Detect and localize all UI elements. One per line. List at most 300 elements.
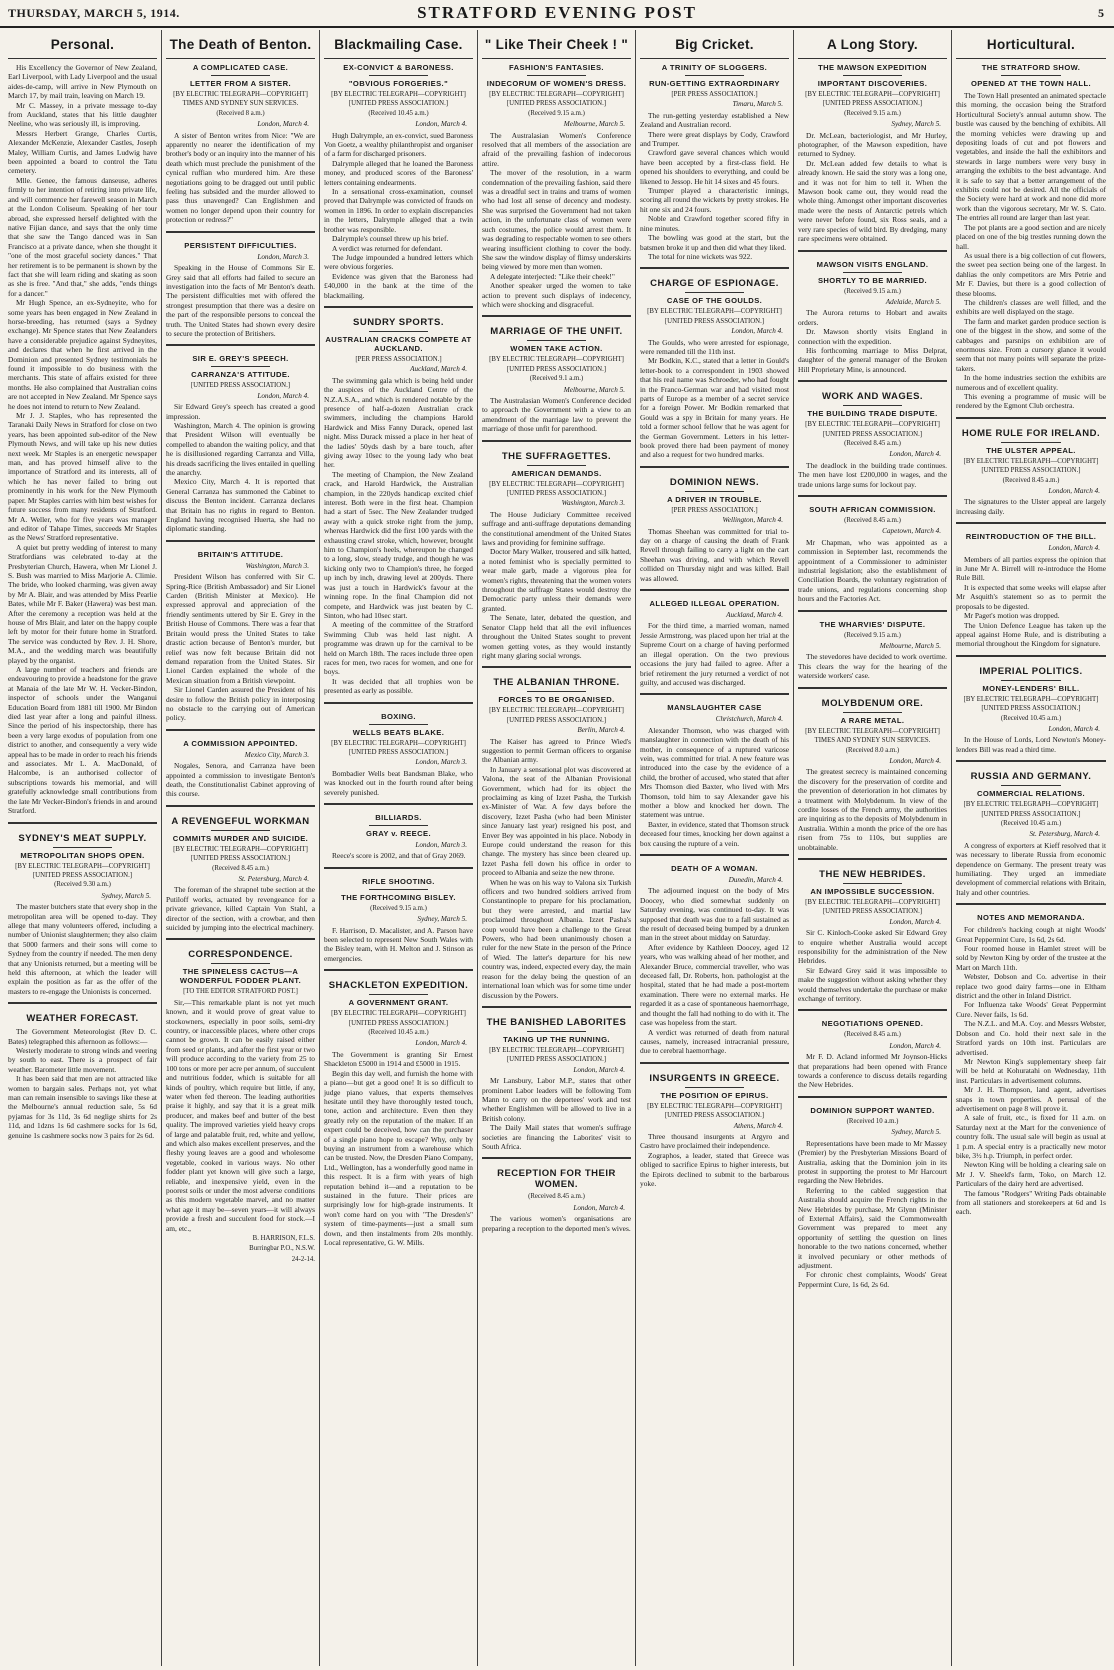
- article: [166, 540, 315, 723]
- article-paragraph: Alexander Thomson, who was charged with manslaughter in connection with the death of his mother, in consequence of a ruptured varicose vein, was committed for trial. A new feature was introduced into the case by the evidence of a child, the brother of accused, who stated that after Mrs Thomson died Baxter, who lived with Mrs Thomson, told him to say Alexander gave his mother a blow and knocked her down. The statement was untrue.: [640, 725, 789, 820]
- wire-credit: [UNITED PRESS ASSOCIATION.]: [506, 716, 607, 724]
- dateline: London, March 4.: [1048, 724, 1100, 733]
- received-time: (Received 10.45 a.m.): [368, 109, 429, 117]
- article-subheading: MANSLAUGHTER CASE: [667, 703, 762, 713]
- dateline: Berlin, March 4.: [577, 726, 625, 735]
- news-columns: [4, 30, 1110, 1666]
- wire-credit: [BY ELECTRIC TELEGRAPH—COPYRIGHT]: [489, 1046, 624, 1054]
- article: [482, 440, 631, 661]
- article-paragraph: It was decided that all trophies won be presented as early as possible.: [324, 676, 473, 696]
- wire-credit: [BY ELECTRIC TELEGRAPH—COPYRIGHT]: [173, 91, 308, 98]
- dateline: Athens, March 4.: [733, 1121, 783, 1130]
- wire-credit: [UNITED PRESS ASSOCIATION.]: [981, 705, 1081, 713]
- article-subheading: THE SPINELESS CACTUS—A WONDERFUL FODDER PLANT.: [179, 967, 302, 986]
- article: [956, 63, 1106, 411]
- dateline: Sydney, March 5.: [891, 1128, 941, 1137]
- dateline: Adelaide, March 5.: [885, 297, 941, 306]
- headline-rule: [1001, 75, 1061, 76]
- article: [798, 380, 947, 489]
- wire-credit: [UNITED PRESS ASSOCIATION.]: [981, 810, 1081, 818]
- article: [798, 1009, 947, 1089]
- wire-credit: [PER PRESS ASSOCIATION.]: [671, 91, 758, 98]
- dateline: London, March 4.: [889, 1041, 941, 1050]
- received-time: (Received 9.30 a.m.): [54, 881, 111, 889]
- article-subheading: INDECORUM OF WOMEN'S DRESS.: [486, 79, 627, 88]
- headline-rule: [843, 712, 903, 713]
- article-paragraph: Mr Newton King's supplementary sheep fair will be held at Kohuratahi on Wednesday, 11th inst. Particulars in advertisement columns.: [956, 1056, 1106, 1085]
- headline-rule: [53, 847, 113, 848]
- received-time: (Received 9.15 a.m.): [844, 109, 901, 117]
- article-paragraph: As usual there is a big collection of cut flowers, the sweet pea section being one of the largest. In dahlias the only competitors are Mrs Petrie and Mr F. Davies, but there is a good collection of these blooms.: [956, 250, 1106, 298]
- article-paragraph: Four roomed house in Hamlet street will be sold by Newton King by order of the trustee at the Mart on March 11th.: [956, 944, 1106, 972]
- wire-credit: [UNITED PRESS ASSOCIATION.]: [506, 1056, 607, 1064]
- article-subheading: LETTER FROM A SISTER.: [189, 79, 292, 88]
- article-paragraph: This evening a programme of music will be rendered by the Egmont Club orchestra.: [956, 392, 1106, 411]
- article-paragraph: The farm and market garden produce section is one of the biggest in the show, and some of the cabbages and parsnips on exhibition are of enormous size. From a cursory glance it would seem that not many points will separate the prize-takers.: [956, 316, 1106, 373]
- dateline: London, March 4.: [415, 1039, 467, 1048]
- dateline: London, March 4.: [889, 917, 941, 926]
- article: [8, 822, 157, 997]
- dateline: London, March 4.: [257, 391, 309, 400]
- wire-credit: [TO THE EDITOR STRATFORD POST.]: [183, 988, 298, 996]
- dateline: Auckland, March 4.: [726, 611, 783, 620]
- dateline: London, March 4.: [257, 120, 309, 129]
- article-subheading: SOUTH AFRICAN COMMISSION.: [809, 505, 936, 514]
- article-paragraph: F. Harrison, D. Macalister, and A. Parson have been selected to represent New South Wales with the Bisley team, with H. Melton and J. Stinson as emergencies.: [324, 925, 473, 963]
- article-paragraph: In the home industries section the exhibits are numerous and of excellent quality.: [956, 373, 1106, 392]
- news-column: [162, 30, 320, 1666]
- article-paragraph: The master butchers state that every shop in the metropolitan area will be opened to-day. They allege that many volunteers offered, including a number of Unionist slaughtermen; they also claim that 5000 farmers and their sons will come to Sydney from the country if needed. The men deny that any Unionists returned, but a meeting will be held this afternoon, at which the leader will explain the position as far as the offer of the masters to re-engage the Unionists is concerned.: [8, 902, 157, 996]
- column-heading: A Long Story.: [798, 30, 947, 59]
- dateline: London, March 4.: [573, 1203, 625, 1212]
- article-paragraph: After evidence by Kathleen Doocey, aged 12 years, who was walking ahead of her mother, and Alexander Bruce, commercial traveller, who was deceased fall, Dr. Roberts, hon. pathologist at the hospital, stated that he had made a post-mortem examination. There were no external marks. He regarded it as a case of spontaneous haemorrhage, and thought the fall had nothing to do with it. The case was hopeless from the start.: [640, 942, 789, 1028]
- article-subheading: EX-CONVICT & BARONESS.: [343, 63, 454, 72]
- article: [324, 306, 473, 696]
- dateline: Melbourne, March 5.: [563, 120, 625, 129]
- article-subheading: BOXING.: [381, 711, 416, 721]
- news-column: [952, 30, 1110, 1666]
- headline-rule: [843, 75, 903, 76]
- article: [324, 63, 473, 300]
- news-column: [636, 30, 794, 1666]
- wire-credit: [PER PRESS ASSOCIATION.]: [355, 355, 442, 363]
- article-subheading: THE ULSTER APPEAL.: [986, 445, 1076, 455]
- article-headline: HOME RULE FOR IRELAND.: [961, 427, 1101, 439]
- article-paragraph: Baxter, in evidence, stated that Thomson struck deceased four times, knocking her down against a box causing the rupture of a vein.: [640, 819, 789, 848]
- headline-rule: [1001, 680, 1061, 681]
- dateline: London, March 3.: [415, 758, 467, 767]
- dateline: Capetown, March 4.: [882, 527, 941, 536]
- article-paragraph: The run-getting yesterday established a New Zealand and Australian record.: [640, 110, 789, 130]
- wire-credit: [UNITED PRESS ASSOCIATION.]: [506, 365, 607, 373]
- received-time: (Received 9.15 a.m.): [528, 109, 585, 117]
- article-paragraph: Doctor Mary Walker, trousered and silk hatted, a noted feminist who is specially permitted to wear male garb, made a vigorous plea for women's rights, threatening that the women voters throughout the suffrage States would destroy the Democratic party unless their demands were granted.: [482, 547, 631, 613]
- article-subheading: BILLIARDS.: [375, 813, 422, 822]
- article-subheading: THE FORTHCOMING BISLEY.: [341, 892, 456, 902]
- article-paragraph: When he was on his way to Valona six Turkish officers and two hundred soldiers arrived from Constantinople to prepare for his proclamation, but they were arrested, and martial law proclaimed throughout Albania. Izzet Pasha's coup would have been a challenge to the Great Powers, who had been unanimously chosen a ruler for the new State in the person of the Prince of Wied. The latter's departure for his new country was, indeed, expected every day, the main reason for the delay being the question of an international loan which was for some time under discussion by the Powers.: [482, 877, 631, 1000]
- dateline: London, March 4.: [415, 120, 467, 129]
- wire-credit: [BY ELECTRIC TELEGRAPH—COPYRIGHT]: [805, 898, 940, 906]
- column-heading: Horticultural.: [956, 30, 1106, 59]
- article-headline: THE ALBANIAN THRONE.: [493, 677, 620, 689]
- received-time: (Received 8.45 a.m.): [1002, 476, 1060, 484]
- wire-credit: [UNITED PRESS ASSOCIATION.]: [981, 467, 1081, 475]
- column-heading: The Death of Benton.: [166, 30, 315, 59]
- dateline: St. Petersburg, March 4.: [1029, 830, 1100, 839]
- dateline: Dunedin, March 4.: [728, 876, 783, 884]
- article-paragraph: Dr. McLean, bacteriologist, and Mr Hurley, photographer, of the Mawson expedition, have returned to Sydney.: [798, 130, 947, 159]
- headline-rule: [1001, 785, 1061, 786]
- headline-rule: [685, 1087, 745, 1088]
- headline-rule: [527, 75, 587, 76]
- article-subheading: CARRANZA'S ATTITUDE.: [191, 370, 290, 380]
- article-subheading: CASE OF THE GOULDS.: [666, 296, 763, 306]
- dateline: Wellington, March 4.: [722, 516, 783, 525]
- wire-credit: [UNITED PRESS ASSOCIATION.]: [664, 317, 765, 325]
- article-paragraph: A large number of teachers and friends are endeavouring to provide a headstone for the grave at Manaia of the late Mr W. H. Vecker-Bindon, inspector of schools under the Wanganui Education Board from 1881 till 1900. Mr Bindon died last year after a long and painful illness. Since the period of his inspectorship, there has been a very large exodus of population from one district to another, and consequently a very wide appeal has to be made in order to reach his friends and associates. Mr L. A. MacDonald, of Halcombe, is an authorised collector of subscriptions towards his memorial, and will gratefully acknowledge small contributions from the late Mr Vecker-Bindon's friends in and around Stratford.: [8, 665, 157, 816]
- wire-credit: [BY ELECTRIC TELEGRAPH—COPYRIGHT]: [805, 91, 940, 98]
- article-subheading: DOMINION SUPPORT WANTED.: [810, 1105, 935, 1115]
- article-headline: IMPERIAL POLITICS.: [979, 665, 1083, 677]
- headline-rule: [211, 963, 271, 964]
- headline-rule: [1001, 442, 1061, 443]
- received-time: (Received 10.45 a.m.): [1000, 819, 1062, 827]
- article-paragraph: For the third time, a married woman, named Jessie Armstrong, was placed upon her trial at the Supreme Court on a charge of having performed an illegal operation. On the two previous occasions the jury had failed to agree. After a brief retirement the jury returned a verdict of not guilty, and accused was discharged.: [640, 621, 789, 687]
- article-paragraph: Mr Chapman, who was appointed as a commission in September last, recommends the appointment of a Commissioner to administer industrial legislation; also the establishment of Conciliation Boards, the voluntary registration of trade unions, and regulations concerning shop hours and the Factories Act.: [798, 537, 947, 604]
- dateline: Melbourne, March 5.: [563, 385, 625, 394]
- dateline: London, March 4.: [1048, 487, 1100, 496]
- news-column: [320, 30, 478, 1666]
- article: [640, 267, 789, 460]
- dateline: London, March 4.: [889, 450, 941, 459]
- wire-credit: [BY ELECTRIC TELEGRAPH—COPYRIGHT]: [805, 421, 940, 429]
- article-subheading: A COMPLICATED CASE.: [192, 63, 289, 72]
- article-paragraph: A sale of fruit, etc., is fixed for 11 a.m. on Saturday next at the Mart for the convenience of country folk. The usual sale will begin as usual at 1 p.m. A special entry is a practically new motor bike, 3½ h.p. Triumph, in perfect order.: [956, 1113, 1106, 1160]
- article-subheading: OPENED AT THE TOWN HALL.: [971, 79, 1091, 88]
- article-paragraph: The greatest secrecy is maintained concerning the discovery for the preservation of cordite and the prevention of deterioration in hot climates by a treatment with Molybdenum. In view of the cordite losses of the French army, the authorities are inquiring as to the deposits of Molybdenum in Australia. Within a month the price of the ore has risen from 75s to 110s, but supplies are unobtainable.: [798, 767, 947, 852]
- article-paragraph: In January a sensational plot was discovered at Valona, the seat of the Albanian Provisional Government, which had for its object the proclaiming as king of Izzet Pasha, the Turkish ex-Minister of War. A few days before the discovery, Izzet Pasha (who had been Minister since January last year) resigned his post, and Enver Bey was appointed in his place. Nobody in Europe could understand the reason for this change. The mystery has since been cleared up. Izzet Pasha fell down his office in order to proceed to Albania and seize the new throne.: [482, 764, 631, 878]
- article-paragraph: Washington, March 4. The opinion is growing that President Wilson will eventually be compelled to abandon the waiting policy, and that he is disillusioned regarding Carranza and Villa, his dreads sacrificing the lives entailed in quelling the anarchy.: [166, 420, 315, 477]
- article: [956, 522, 1106, 648]
- article-subheading: A COMMISSION APPOINTED.: [183, 738, 298, 748]
- article-paragraph: Speaking in the House of Commons Sir E. Grey said that all efforts had failed to secure an investigation into the facts of Mr Benton's death. The persistent difficulties met with offered the strongest presumption that there was a desire on the part of the responsible persons to conceal the truth. The United States had shown every desire to secure the protection of Britishers.: [166, 263, 315, 338]
- article-headline: A REVENGEFUL WORKMAN: [171, 815, 310, 827]
- article-paragraph: For chronic chest complaints, Woods' Great Peppermint Cure, 1s 6d, 2s 6d.: [798, 1270, 947, 1289]
- article-headline: THE BANISHED LABORITES: [486, 1016, 627, 1028]
- news-column: [794, 30, 952, 1666]
- article-paragraph: A verdict was returned of death from natural causes, namely, increased intracranial pressure, due to cerebral haemorrhage.: [640, 1027, 789, 1056]
- article-subheading: IMPORTANT DISCOVERIES.: [817, 79, 928, 88]
- article-headline: DOMINION NEWS.: [669, 476, 760, 488]
- article-subheading: MONEY-LENDERS' BILL.: [982, 683, 1080, 693]
- article-paragraph: The pot plants are a good section and are nicely placed on one of the big trestles running down the hall.: [956, 222, 1106, 251]
- masthead: [0, 0, 1114, 28]
- article-paragraph: Mr J. J. Staples, who has represented the Taranaki Daily News in Stratford for close on two years, has been appointed sub-editor of the New Plymouth News, and will take up his new duties next week. Mr Staples is an energetic newspaper man, and has proved himself alive to the importance of Stratford and its interests, all of which he has never failed to bring out prominently in his work for the New Plymouth paper. Mr Staples carries with him best wishes for future success from many residents of Stratford. Mr A. Weller, who for five years was manager and editor of Tahape Times, succeeds Mr Staples as the News' Stratford representative.: [8, 411, 157, 543]
- article-subheading: "OBVIOUS FORGERIES.": [348, 79, 449, 88]
- article: [166, 805, 315, 933]
- article: [798, 858, 947, 1003]
- article-headline: THE NEW HEBRIDES.: [819, 868, 926, 880]
- article-paragraph: Dalrymple alleged that he loaned the Baroness money, and produced scores of the Baroness' letters containing endearments.: [324, 158, 473, 187]
- received-time: (Received 8.45 a.m.): [212, 864, 269, 872]
- dateline: Timaru, March 5.: [732, 100, 783, 109]
- article-paragraph: The N.Z.L. and M.A. Coy. and Messrs Webster, Dobson and Co. hold their next sale in the Stratford yards on 10th inst. Particulars are advertised.: [956, 1019, 1106, 1057]
- article-paragraph: Newton King will be holding a clearing sale on Mr J. V. Sheeld's farm, Toko, on March 12. Particulars of the dairy herd are advertised.: [956, 1160, 1106, 1189]
- article-paragraph: Sir,—This remarkable plant is not yet much known, and it would prove of great value to stockowners, especially in poor soils, semi-dry country, or inaccessible places, where other crops cannot be grown. It can be easily raised either from seed or plants, and after the first year or two will produce according to the variety from 25 to 100 tons or more per acre per annum, of succulent and nutritious fodder, which is suitable for all kinds of poultry, which require but little, if any, water when fed thereon. The leading authorities praise it highly, and say that it is a great milk producer, and makes beef and butter of the best quality. The improved varieties yield heavy crops of large and palatable fruit, red, white and yellow, and which also makes excellent preserves, and the fleshy young leaves are a good and wholesome vegetable, cooked in various ways. No other fodder plant yet known will give such a large, reliable, and inexpensive yield, even in the poorest soils or under the most adverse conditions as this modern vegetable marvel, and no matter what age it may be—seven years—it will always provide a fresh and succulent food for stock.—I am, etc.,: [166, 997, 315, 1233]
- dateline: London, March 4.: [573, 1065, 625, 1074]
- article-subheading: SHORTLY TO BE MARRIED.: [817, 275, 928, 285]
- article-paragraph: Mr Bodkin, K.C., stated that a letter in Gould's letter-book to a correspondent in 1903 showed that his real name was Schroeder, who had fought in the Franco-German war and had visited most parts of Europe as a member of a secret service for a foreign Power. Mr Bodkin remarked that Gould was a spy in Britain for many years. He told a former school fellow that he was agent for the German Government. Letters in his letter-book proved there had been payment of money and also a request for two hundred marks.: [640, 356, 789, 460]
- article-paragraph: Reece's score is 2002, and that of Gray 2069.: [332, 851, 466, 861]
- issue-date: THURSDAY, MARCH 5, 1914.: [8, 6, 180, 20]
- wire-credit: [BY ELECTRIC TELEGRAPH—COPYRIGHT]: [805, 727, 940, 735]
- article: [798, 250, 947, 375]
- dateline: London, March 3.: [257, 252, 309, 261]
- article-headline: THE SUFFRAGETTES.: [501, 450, 612, 462]
- article-paragraph: The foreman of the shrapnel tube section at the Putiloff works, actuated by revengeance for a private grievance, killed Captain Von Stahl, a director of the section, with a crowbar, and then suicided by jumping into the electrical machinery.: [166, 885, 315, 933]
- news-column: [478, 30, 636, 1666]
- article-paragraph: The Senate, later, debated the question, and Senator Clapp held that all the evil influences throughout the United States sought to prevent women getting votes, as they would instantly right many glaring social wrongs.: [482, 613, 631, 660]
- article-subheading: NOTES AND MEMORANDA.: [977, 913, 1085, 923]
- article-paragraph: Sir Lionel Carden assured the President of his desire to follow the British policy in interposing no obstacle to the carrying out of American policy.: [166, 685, 315, 723]
- headline-rule: [843, 883, 903, 884]
- article-paragraph: A delegate interjected: "Like their cheek!": [490, 271, 615, 281]
- article-headline: SYDNEY'S MEAT SUPPLY.: [18, 832, 147, 844]
- dateline: Sydney, March 5.: [101, 891, 151, 900]
- letter-signature: 24-2-14.: [291, 1255, 315, 1263]
- column-heading: Big Cricket.: [640, 30, 789, 59]
- article-subheading: NEGOTIATIONS OPENED.: [821, 1019, 924, 1029]
- dateline: Auckland, March 4.: [410, 365, 467, 374]
- article-subheading: FORCES TO BE ORGANISED.: [498, 695, 615, 705]
- dateline: London, March 4.: [889, 756, 941, 765]
- headline-rule: [369, 724, 429, 725]
- article-paragraph: For Influenza take Woods' Great Peppermint Cure. Never fails, 1s 6d.: [956, 1000, 1106, 1019]
- headline-rule: [211, 366, 271, 367]
- article-paragraph: Webster, Dobson and Co. advertise in their replace two good dairy farms—one in Eltham district and the other in Inland District.: [956, 972, 1106, 1001]
- wire-credit: [BY ELECTRIC TELEGRAPH—COPYRIGHT]: [15, 862, 150, 870]
- article-paragraph: The Aurora returns to Hobart and awaits orders.: [798, 308, 947, 327]
- article: [640, 693, 789, 848]
- article-paragraph: The swimming gala which is being held under the auspices of the Auckland Centre of the N.Z.A.S.A., and which is rendered notable by the presence of half-a-dozen Australian crack swimmers, including the champions Harold Hardwick and Miss Fanny Durack, opened last night. Miss Durack missed a place in her heat of the ladies' 50yds dash by a bare touch, after giving away 10sec to the young lady who beat her.: [324, 375, 473, 470]
- article-subheading: THE WHARVIES' DISPUTE.: [819, 619, 926, 629]
- article-paragraph: Crawford gave several chances which would have been accepted by a first-class field. He opened his shoulders to everything, and could be likened to Jessop. He hit 14 sixes and 45 fours.: [640, 148, 789, 186]
- article: [640, 1062, 789, 1189]
- received-time: (Received 10.45 a.m.): [368, 1029, 429, 1037]
- article-subheading: RIFLE SHOOTING.: [362, 876, 435, 886]
- article-paragraph: A verdict was returned for defendant.: [332, 243, 443, 253]
- article-subheading: A TRINITY OF SLOGGERS.: [661, 63, 768, 72]
- article-subheading: COMMITS MURDER AND SUICIDE.: [172, 833, 309, 843]
- headline-rule: [843, 405, 903, 406]
- article-paragraph: Westerly moderate to strong winds and veering by south to east. There is a prospect of fair weather. Barometer little movement.: [8, 1046, 157, 1074]
- dateline: London, March 4.: [731, 327, 783, 336]
- article-paragraph: The Goulds, who were arrested for espionage, were remanded till the 11th inst.: [640, 337, 789, 356]
- wire-credit: [UNITED PRESS ASSOCIATION.]: [506, 490, 607, 497]
- article-paragraph: The Australasian Women's Conference decided to approach the Government with a view to an amendment of the marriage law to prevent the marriage of those unfit for parenthood.: [482, 395, 631, 434]
- article-paragraph: The House Judiciary Committee received suffrage and anti-suffrage deputations demanding the constitutional amendment of the United States laws and providing for feminine suffrage.: [482, 509, 631, 548]
- article: [482, 315, 631, 433]
- article-paragraph: The various women's organisations are preparing a reception to the deported men's wives.: [482, 1214, 631, 1233]
- article-headline: MOLYBDENUM ORE.: [821, 697, 924, 709]
- received-time: (Received 8.45 a.m.): [528, 1193, 585, 1201]
- article-paragraph: The signatures to the Ulster appeal are largely increasing daily.: [956, 497, 1106, 516]
- article-paragraph: The famous "Rodgers" Writing Pads obtainable from all stationers and storekeepers at 6d and 1s each.: [956, 1188, 1106, 1217]
- article: [166, 729, 315, 799]
- article-paragraph: In a sensational cross-examination, counsel proved that Dalrymple was convicted of frauds on women in 1896. In order to explain discrepancies in the letters, Dalrymple alleged that a twin brother was responsible.: [324, 187, 473, 234]
- page-number: 5: [1098, 6, 1104, 20]
- article-subheading: MAWSON VISITS ENGLAND.: [816, 259, 929, 269]
- article-headline: INSURGENTS IN GREECE.: [649, 1072, 780, 1084]
- newspaper-title: STRATFORD EVENING POST: [417, 3, 697, 22]
- headline-rule: [369, 331, 429, 332]
- article-paragraph: Noble and Crawford together scored fifty in nine minutes.: [640, 214, 789, 233]
- article: [798, 63, 947, 244]
- article-subheading: TAKING UP THE RUNNING.: [503, 1034, 610, 1044]
- wire-credit: [BY ELECTRIC TELEGRAPH—COPYRIGHT]: [331, 739, 466, 747]
- article-paragraph: For children's hacking cough at night Woods' Great Peppermint Cure, 1s 6d, 2s 6d.: [956, 925, 1106, 944]
- received-time: (Received 9.15 a.m.): [844, 287, 901, 295]
- article-paragraph: A quiet but pretty wedding of interest to many Stratfordians was celebrated to-day at the Presbyterian Church, Hawera, when Mr Lionel J. S. Bush was married to Miss Marjorie A. Climie. The bride, who looked charming, was given away by Mr A. Blair, and was attended by Miss Pearlie Bates, while Mr F. Baker (Hawera) was best man. After the ceremony a reception was held at the house of Mrs Blair, and later on the happy couple left by motor for their future home in Stratford. The service was conducted by Rev. J. H. Shore, M.A., and the wedding march was beautifully played by the organist.: [8, 542, 157, 665]
- article-paragraph: The stevedores have decided to work overtime. This clears the way for the hearing of the waterside workers' case.: [798, 652, 947, 681]
- article-paragraph: Zographos, a leader, stated that Greece was obliged to sacrifice Epirus to higher interests, but the Epirots declined to submit to the barbarous yoke.: [640, 1150, 789, 1188]
- column-heading: Personal.: [8, 30, 157, 59]
- article-subheading: WOMEN TAKE ACTION.: [510, 344, 603, 354]
- article-subheading: A RARE METAL.: [840, 715, 905, 725]
- received-time: (Received 10 a.m.): [846, 1117, 899, 1125]
- article-paragraph: The Australasian Women's Conference resolved that all members of the association are afraid of the prevailing fashion of indecorous attire.: [482, 130, 631, 168]
- article-paragraph: It has been said that men are not attracted like women to bargain sales. Perhaps not, yet what man can remain insensible to savings like these at the Melbourne's annual reduction sale, 5s 6d pyjamas for 3s 11d, 3s 6d neglige shirts for 2s 11d, and 1dzns 1s 6d cashmere socks for 1s 6d, genuine 1s cashmere socks now 3 pairs for 2s 6d.: [8, 1074, 157, 1140]
- article: [640, 466, 789, 583]
- headline-rule: [843, 272, 903, 273]
- article: [8, 63, 157, 816]
- article-paragraph: Mr Paget's motion was dropped.: [964, 611, 1060, 621]
- wire-credit: [BY ELECTRIC TELEGRAPH—COPYRIGHT]: [963, 695, 1099, 703]
- article-subheading: THE POSITION OF EPIRUS.: [660, 1090, 769, 1100]
- article: [482, 1006, 631, 1151]
- dateline: St. Petersburg, March 4.: [238, 875, 309, 883]
- wire-credit: [UNITED PRESS ASSOCIATION.]: [32, 871, 133, 879]
- article: [482, 1157, 631, 1233]
- article: [956, 655, 1106, 754]
- wire-credit: [BY ELECTRIC TELEGRAPH—COPYRIGHT]: [963, 801, 1099, 809]
- article: [640, 589, 789, 687]
- article-paragraph: Representations have been made to Mr Massey (Premier) by the Presbyterian Missions Board of Australia, asking that the Dominion join in its protest in supporting the protest to Mr Harcourt regarding the New Hebrides.: [798, 1138, 947, 1186]
- article-subheading: AUSTRALIAN CRACKS COMPETE AT AUCKLAND.: [325, 334, 472, 353]
- article-paragraph: The deadlock in the building trade continues. The men have lost £200,000 in wages, and the trade unions large sums for lockout pay.: [798, 460, 947, 489]
- article-paragraph: Mr J. H. Thompson, land agent, advertises snaps in town properties. A perusal of the advertisement on page 8 will prove it.: [956, 1085, 1106, 1113]
- article-subheading: SIR E. GREY'S SPEECH.: [192, 354, 289, 364]
- dateline: London, March 4.: [1048, 544, 1100, 553]
- headline-rule: [369, 825, 429, 826]
- dateline: Sydney, March 5.: [417, 915, 467, 924]
- news-column: [4, 30, 162, 1666]
- article-paragraph: Mr F. D. Acland informed Mr Joynson-Hicks that preparations had been opened with France towards a conference to discuss details regarding the New Hebrides.: [798, 1052, 947, 1090]
- article: [956, 417, 1106, 516]
- article-paragraph: The bowling was good at the start, but the batsmen broke it up and then did what they liked.: [640, 233, 789, 252]
- article-paragraph: Mr Hugh Spence, an ex-Sydneyite, who for some years has been engaged in New Zealand in horse-breeding, has returned (says a Sydney exchange). Mr Spence states that New Zealanders have a considerable prejudice against Sydneyites, and declares that when he first arrived in the Dominion and presented Sydney testimonials he found it impossible to do business with the merchants. This state of affairs existed for three months. He also complained that Australian coins are not accepted in New Zealand. Mr Spence says he does not intend to return to New Zealand.: [8, 298, 157, 411]
- article: [798, 610, 947, 681]
- article: [798, 687, 947, 852]
- received-time: (Received 10.45 a.m.): [1000, 714, 1062, 722]
- wire-credit: TIMES AND SYDNEY SUN SERVICES.: [814, 737, 931, 745]
- article-paragraph: Thomas Sheehan was committed for trial to-day on a charge of causing the death of Frank Revell through failing to carry a light on the cart Sheehan was driving, and with which Revell collided on Thursday night and was killed. Bail was allowed.: [640, 526, 789, 583]
- article-subheading: PERSISTENT DIFFICULTIES.: [184, 240, 297, 250]
- wire-credit: [BY ELECTRIC TELEGRAPH—COPYRIGHT]: [173, 845, 308, 853]
- article-subheading: BRITAIN'S ATTITUDE.: [197, 549, 284, 559]
- wire-credit: [UNITED PRESS ASSOCIATION.]: [190, 855, 291, 863]
- article-subheading: DEATH OF A WOMAN.: [671, 864, 758, 873]
- article-subheading: REINTRODUCTION OF THE BILL.: [965, 532, 1097, 542]
- article-paragraph: Nogales, Senora, and Carranza have been appointed a commission to investigate Benton's death, the Constitutionalist Cabinet approving of this course.: [166, 761, 315, 799]
- wire-credit: [BY ELECTRIC TELEGRAPH—COPYRIGHT]: [647, 1102, 782, 1110]
- article-headline: RUSSIA AND GERMANY.: [970, 771, 1092, 783]
- headline-rule: [685, 491, 745, 492]
- article-paragraph: Mexico City, March 4. It is reported that General Carranza has summoned the Cabinet to discuss the Benton incident. Carranza declares that Britain has no rights in regard to Benton. England having recognised Huerta, she had no diplomatic standing.: [166, 477, 315, 534]
- article-paragraph: The children's classes are well filled, and the exhibits are well displayed on the stage.: [956, 297, 1106, 317]
- dateline: Mexico City, March 3.: [244, 750, 309, 759]
- article: [640, 63, 789, 261]
- article-subheading: WELLS BEATS BLAKE.: [352, 727, 445, 737]
- headline-rule: [685, 75, 745, 76]
- article: [324, 803, 473, 861]
- article-paragraph: A meeting of the committee of the Stratford Swimming Club was held last night. A programme was drawn up for the carnival to be held on March 18th. The races include three open races for men, two races for women, and one for boys.: [324, 620, 473, 677]
- article-paragraph: There were great displays by Cody, Crawford and Trumper.: [640, 129, 789, 149]
- article: [956, 760, 1106, 897]
- article-headline: SUNDRY SPORTS.: [353, 316, 444, 328]
- article-headline: SHACKLETON EXPEDITION.: [328, 980, 469, 992]
- wire-credit: [UNITED PRESS ASSOCIATION.]: [348, 100, 449, 108]
- article-paragraph: The total for nine wickets was 922.: [648, 251, 753, 261]
- article: [798, 1096, 947, 1289]
- headline-rule: [685, 292, 745, 293]
- article: [640, 854, 789, 1056]
- article-subheading: RUN-GETTING EXTRAORDINARY: [649, 79, 780, 88]
- article: [324, 969, 473, 1247]
- received-time: (Received 9.15 a.m.): [844, 631, 901, 639]
- article-subheading: COMMERCIAL RELATIONS.: [976, 789, 1086, 799]
- dateline: Melbourne, March 5.: [879, 642, 941, 651]
- article-paragraph: The Government Meteorologist (Rev D. C. Bates) telegraphed this afternoon as follows:—: [8, 1027, 157, 1046]
- article: [8, 1002, 157, 1140]
- article-paragraph: Sir C. Kinloch-Cooke asked Sir Edward Grey to enquire whether Australia would accept responsibility for the administration of the New Hebrides.: [798, 928, 947, 966]
- article-paragraph: Dalrymple's counsel threw up his brief.: [332, 234, 449, 244]
- article-subheading: THE MAWSON EXPEDITION: [818, 63, 927, 72]
- article-subheading: THE STRATFORD SHOW.: [981, 63, 1081, 72]
- article: [166, 938, 315, 1264]
- article-paragraph: The mover of the resolution, in a warm condemnation of the prevailing fashion, said there was a dreadful sect in trains and trams of women who had lost all sense of decency and modesty. She was surprised the Government had not taken action, in the unfortunate class of women were such costumes, the police would arrest them. It was degrading to respectable women to see others wearing insufficient clothing to cover the body. She saw the window display of flimsy underskirts being viewed by more men than women.: [482, 168, 631, 272]
- article-headline: MARRIAGE OF THE UNFIT.: [490, 326, 623, 338]
- wire-credit: [PER PRESS ASSOCIATION.]: [671, 506, 758, 514]
- article: [798, 495, 947, 604]
- received-time: (Received 9.1 a.m.): [529, 375, 584, 383]
- article-paragraph: The Government is granting Sir Ernest Shackleton £5000 in 1914 and £5000 in 1915.: [324, 1049, 473, 1069]
- article-paragraph: Members of all parties express the opinion that in June Mr A. Birrell will re-introduce the Home Rule Bill.: [956, 554, 1106, 583]
- article-paragraph: President Wilson has conferred with Sir C. Spring-Rice (British Ambassador) and Sir Lionel Carden (British Minister at Mexico). He expressed approval and appreciation of the friendly sentiments uttered by Sir E. Grey in the British House of Commons. There was a fear that Britain would press the United States to take drastic action because of Benton's murder, but relief was now felt because Britain did not demand reparation from the United States. Sir Lionel Carden explained the whole of the Mexican situation from a British viewpoint.: [166, 572, 315, 685]
- article-paragraph: Hugh Dalrymple, an ex-convict, sued Baroness Von Goetz, a wealthy philanthropist and organiser of a farm for discharged prisoners.: [324, 130, 473, 159]
- article: [482, 63, 631, 309]
- article-headline: CORRESPONDENCE.: [188, 949, 293, 961]
- dateline: Sydney, March 5.: [891, 120, 941, 129]
- article-paragraph: Mr Lansbury, Labor M.P., states that other prominent Labor leaders will be following Tom Mann to carry on the deportees' work and test whether Englishmen will be allowed to live in a British colony.: [482, 1076, 631, 1123]
- wire-credit: [BY ELECTRIC TELEGRAPH—COPYRIGHT]: [963, 457, 1099, 465]
- article-paragraph: The adjourned inquest on the body of Mrs Doocey, who died somewhat suddenly on Saturday evening, was continued to-day. It was supposed that death was due to a fall sustained as the result of deceased being bumped by a drunken man in the street about midday on Saturday.: [640, 886, 789, 943]
- article-paragraph: Trumper played a characteristic innings, scoring all round the wickets by pretty strokes. He hit one six and 24 fours.: [640, 186, 789, 214]
- headline-rule: [369, 994, 429, 995]
- article: [166, 231, 315, 339]
- wire-credit: [BY ELECTRIC TELEGRAPH—COPYRIGHT]: [489, 356, 624, 364]
- wire-credit: [UNITED PRESS ASSOCIATION.]: [822, 100, 923, 108]
